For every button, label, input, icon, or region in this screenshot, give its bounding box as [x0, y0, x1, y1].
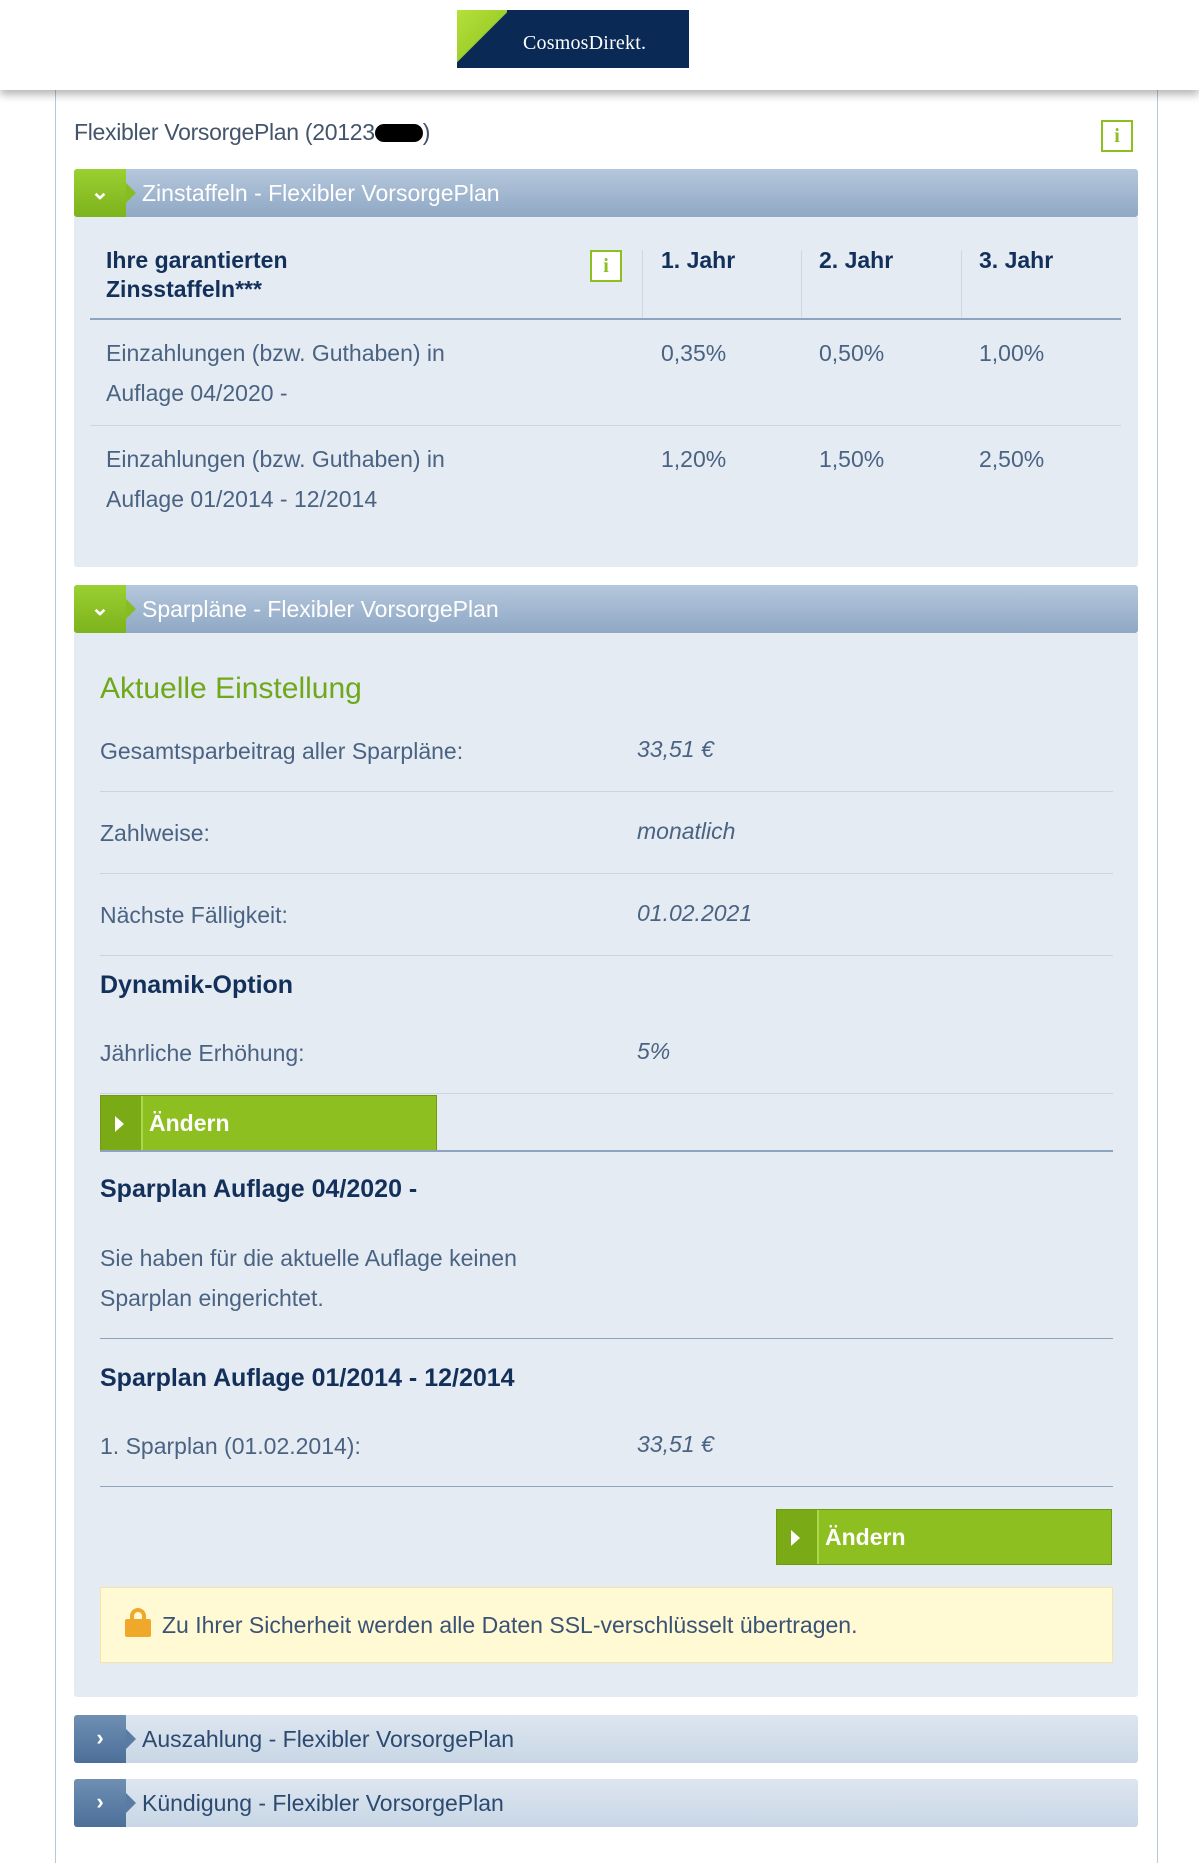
ssl-notice [100, 1587, 1113, 1663]
accordion-title: Zinstaffeln - Flexibler VorsorgePlan [142, 180, 500, 206]
redaction-mark [375, 124, 423, 142]
table-cell: 1,00% [979, 340, 1045, 366]
table-cell: 0,35% [661, 340, 727, 366]
table-cell: 1,20% [661, 446, 727, 472]
section-title: Aktuelle Einstellung [100, 672, 362, 705]
col-divider [961, 250, 962, 318]
accordion-title: Auszahlung - Flexibler VorsorgePlan [142, 1726, 515, 1752]
change-sparplan-button[interactable]: Ändern [776, 1509, 1112, 1565]
table-row-label: Einzahlungen (bzw. Guthaben) in Auflage 04/2020 - [106, 340, 445, 406]
auflage-2020-text: Sie haben für die aktuelle Auflage keinen Sparplan eingerichtet. [100, 1245, 517, 1311]
table-row-divider [90, 425, 1121, 426]
accordion-kuendigung-header[interactable] [74, 1779, 1138, 1827]
lock-icon [125, 1608, 151, 1636]
accordion-title: Kündigung - Flexibler VorsorgePlan [142, 1790, 504, 1816]
divider [100, 1338, 1113, 1339]
table-cell: 2,50% [979, 446, 1045, 472]
divider [100, 791, 1113, 792]
plan-title: Flexibler VorsorgePlan (20123 ) [74, 119, 431, 145]
table-cell: 1,50% [819, 446, 885, 472]
accordion-zinstaffeln-header[interactable] [74, 169, 1138, 217]
info-icon[interactable]: i [1101, 120, 1133, 152]
year-header-2: 2. Jahr [819, 247, 894, 273]
field-label: Nächste Fälligkeit: [100, 902, 288, 928]
chevron-right-icon: › [96, 1789, 104, 1814]
dynamik-title: Dynamik-Option [100, 971, 294, 999]
zinstaffeln-info-icon[interactable]: i [590, 250, 622, 282]
field-value: 33,51 € [637, 1431, 714, 1457]
divider [100, 1150, 1113, 1152]
table-cell: 0,50% [819, 340, 885, 366]
chevron-down-icon: ⌄ [90, 595, 110, 620]
play-arrow-icon [101, 1096, 143, 1150]
chevron-down-icon: ⌄ [90, 179, 110, 204]
field-label: Zahlweise: [100, 820, 210, 846]
ssl-notice-text: Zu Ihrer Sicherheit werden alle Daten SSL-verschlüsselt übertragen. [162, 1612, 858, 1638]
year-header-3: 3. Jahr [979, 247, 1054, 273]
logo-mark-icon [457, 10, 507, 68]
accordion-title: Sparpläne - Flexibler VorsorgePlan [142, 596, 499, 622]
field-label: 1. Sparplan (01.02.2014): [100, 1433, 361, 1459]
col-divider [642, 250, 643, 318]
field-label: Gesamtsparbeitrag aller Sparpläne: [100, 738, 464, 764]
field-label: Jährliche Erhöhung: [100, 1040, 305, 1066]
divider [100, 1093, 1113, 1094]
plan-title-text: Flexibler VorsorgePlan (20123 [74, 119, 375, 145]
col-divider [801, 250, 802, 318]
play-arrow-icon [777, 1510, 819, 1564]
top-bar [0, 0, 1199, 90]
year-header-1: 1. Jahr [661, 247, 736, 273]
zinstaffeln-col-label: Ihre garantierten Zinsstaffeln*** [106, 247, 288, 302]
chevron-right-icon: › [96, 1725, 104, 1750]
accordion-sparplaene-header[interactable] [74, 585, 1138, 633]
accordion-toggle[interactable] [74, 585, 126, 633]
logo-text: CosmosDirekt. [523, 32, 647, 54]
divider [100, 1486, 1113, 1487]
field-value: 01.02.2021 [637, 900, 753, 926]
table-row-label: Einzahlungen (bzw. Guthaben) in Auflage 01/2014 - 12/2014 [106, 446, 445, 512]
change-dynamik-button[interactable]: Ändern [100, 1095, 437, 1151]
divider [100, 873, 1113, 874]
accordion-auszahlung-header[interactable] [74, 1715, 1138, 1763]
table-header-divider [90, 318, 1121, 320]
cosmosdirekt-logo[interactable] [457, 10, 689, 68]
accordion-toggle[interactable] [74, 1715, 126, 1763]
divider [100, 955, 1113, 956]
accordion-toggle[interactable] [74, 169, 126, 217]
accordion-toggle[interactable] [74, 1779, 126, 1827]
field-value: 33,51 € [637, 736, 714, 762]
field-value: 5% [637, 1038, 671, 1064]
field-value: monatlich [637, 818, 736, 844]
auflage-2020-title: Sparplan Auflage 04/2020 - [100, 1175, 418, 1203]
auflage-2014-title: Sparplan Auflage 01/2014 - 12/2014 [100, 1364, 515, 1392]
